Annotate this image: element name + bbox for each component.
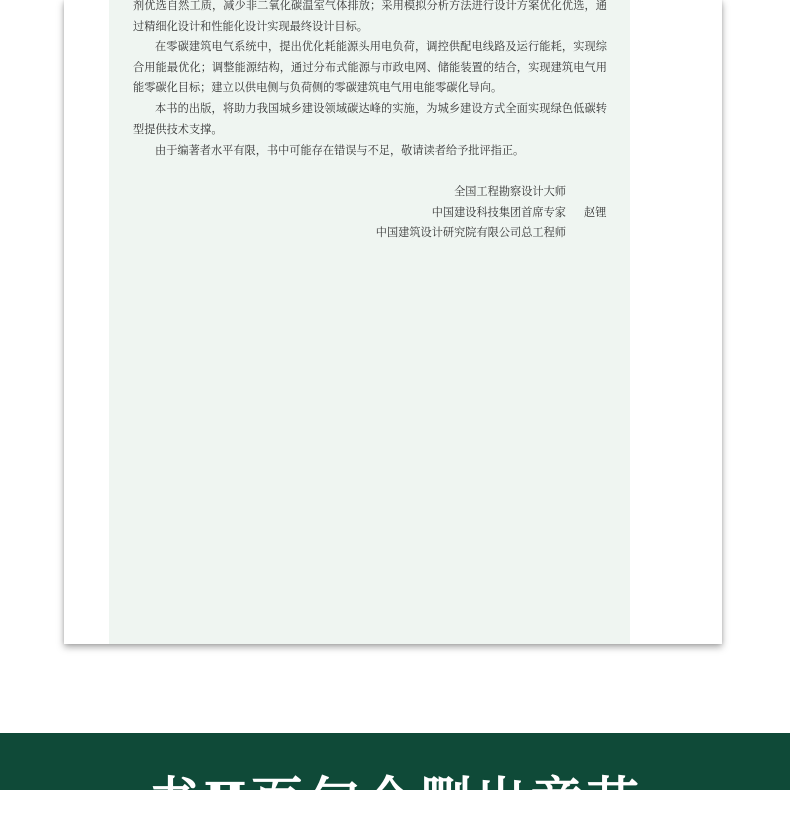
signature-title-chief-expert: 中国建设科技集团首席专家: [431, 206, 566, 219]
preface-paragraph-publication: 本书的出版，将助力我国城乡建设领域碳达峰的实施，为城乡建设方式全面实现绿色低碳转型提供技术支撑。: [133, 102, 607, 136]
preface-page: [64, 0, 722, 644]
banner-title: 书Ⅱ页句今删出章节: [147, 772, 643, 833]
preface-text-panel: [109, 0, 630, 644]
signature-title-chief-engineer: 中国建筑设计研究院有限公司总工程师: [375, 226, 566, 239]
preface-paragraph-continued: 剂优选自然工质，减少非二氧化碳温室气体排放；采用模拟分析方法进行设计方案优化优选，通过精细化设计和性能化设计实现最终设计目标。: [133, 0, 607, 33]
section-banner: [0, 733, 790, 833]
signature-name: 赵锂: [584, 206, 607, 219]
signature-title-master: 全国工程勘察设计大师: [454, 185, 566, 198]
preface-paragraph-disclaimer: 由于编著者水平有限，书中可能存在错误与不足，敬请读者给予批评指正。: [155, 144, 525, 157]
preface-paragraph-electrical: 在零碳建筑电气系统中，提出优化耗能源头用电负荷，调控供配电线路及运行能耗，实现综合用能最优化；调整能源结构，通过分布式能源与市政电网、储能装置的结合，实现建筑电气用能零碳化目标；建立以供电侧与负荷侧的零碳建筑电气用电能零碳化导向。: [133, 40, 607, 94]
